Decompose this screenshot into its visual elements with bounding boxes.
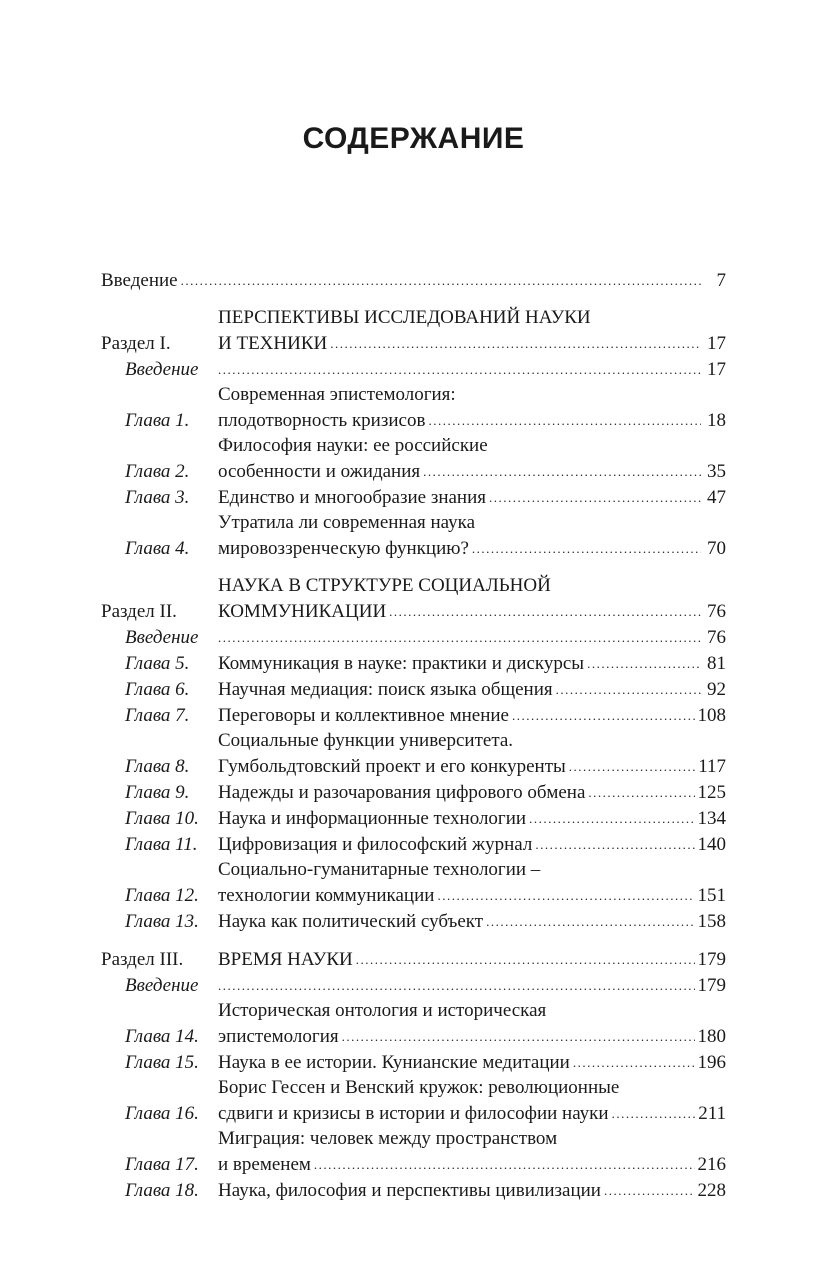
chapter-1[interactable] bbox=[101, 382, 726, 433]
chapter-10[interactable] bbox=[101, 805, 726, 831]
chapter-label: Глава 1. bbox=[125, 410, 190, 431]
chapter-18[interactable] bbox=[101, 1177, 726, 1203]
page-number: 151 bbox=[697, 885, 726, 906]
page-number: 180 bbox=[697, 1026, 726, 1047]
dot-leader bbox=[512, 702, 695, 728]
chapter-3[interactable] bbox=[101, 484, 726, 510]
dot-leader bbox=[428, 407, 701, 433]
dot-leader bbox=[437, 882, 694, 908]
toc-intro-label: Введение bbox=[101, 270, 178, 291]
chapter-title-line: Коммуникация в науке: практики и дискурсы bbox=[218, 653, 585, 674]
chapter-title-line: Цифровизация и философский журнал bbox=[218, 834, 533, 855]
chapter-11[interactable] bbox=[101, 831, 726, 857]
chapter-title-line: эпистемология bbox=[218, 1026, 339, 1047]
chapter-2[interactable] bbox=[101, 433, 726, 484]
page-number: 35 bbox=[707, 461, 726, 482]
section-1-intro[interactable] bbox=[101, 356, 726, 382]
chapter-label: Глава 8. bbox=[125, 756, 190, 777]
chapter-title-line: и временем bbox=[218, 1154, 311, 1175]
chapter-label: Глава 11. bbox=[125, 834, 198, 855]
chapter-title-line: Надежды и разочарования цифрового обмена bbox=[218, 782, 586, 803]
chapter-8[interactable] bbox=[101, 728, 726, 779]
page-title: СОДЕРЖАНИЕ bbox=[302, 122, 525, 155]
chapter-title-line: Единство и многообразие знания bbox=[218, 487, 487, 508]
chapter-label: Глава 18. bbox=[125, 1180, 199, 1201]
dot-leader bbox=[529, 805, 694, 831]
chapter-6[interactable] bbox=[101, 676, 726, 702]
chapter-label: Глава 4. bbox=[125, 538, 190, 559]
chapter-12[interactable] bbox=[101, 857, 726, 908]
chapter-label: Глава 15. bbox=[125, 1052, 199, 1073]
chapter-label: Глава 12. bbox=[125, 885, 199, 906]
chapter-13[interactable] bbox=[101, 908, 726, 934]
chapter-title-line: Миграция: человек между пространством bbox=[218, 1128, 558, 1149]
dot-leader bbox=[587, 650, 701, 676]
chapter-label: Глава 9. bbox=[125, 782, 190, 803]
dot-leader bbox=[569, 753, 695, 779]
dot-leader bbox=[389, 598, 701, 624]
section-label: Раздел I. bbox=[101, 333, 171, 354]
chapter-label: Глава 5. bbox=[125, 653, 190, 674]
section-title-line: ПЕРСПЕКТИВЫ ИССЛЕДОВАНИЙ НАУКИ bbox=[218, 307, 591, 328]
page-number: 158 bbox=[697, 911, 726, 932]
dot-leader bbox=[612, 1100, 696, 1126]
section-title-line: ВРЕМЯ НАУКИ bbox=[218, 949, 353, 970]
section-title-line: И ТЕХНИКИ bbox=[218, 333, 328, 354]
chapter-label: Глава 2. bbox=[125, 461, 190, 482]
dot-leader bbox=[535, 831, 694, 857]
table-of-contents bbox=[101, 267, 726, 1203]
section-1-heading[interactable] bbox=[101, 305, 726, 356]
chapter-title-line: особенности и ожидания bbox=[218, 461, 421, 482]
page-number: 18 bbox=[707, 410, 726, 431]
dot-leader bbox=[342, 1023, 695, 1049]
dot-leader bbox=[588, 779, 694, 805]
chapter-title-line: Современная эпистемология: bbox=[218, 384, 456, 405]
dot-leader bbox=[330, 330, 701, 356]
dot-leader bbox=[356, 946, 695, 972]
page-number: 7 bbox=[716, 270, 726, 291]
chapter-title-line: Историческая онтология и историческая bbox=[218, 1000, 547, 1021]
dot-leader bbox=[556, 676, 701, 702]
page-number: 134 bbox=[697, 808, 726, 829]
dot-leader bbox=[489, 484, 701, 510]
chapter-title-line: Гумбольдтовский проект и его конкуренты bbox=[218, 756, 566, 777]
chapter-label: Глава 13. bbox=[125, 911, 199, 932]
chapter-label: Глава 14. bbox=[125, 1026, 199, 1047]
chapter-label: Глава 3. bbox=[125, 487, 190, 508]
chapter-title-line: Наука, философия и перспективы цивилизации bbox=[218, 1180, 601, 1201]
chapter-title-line: Утратила ли современная наука bbox=[218, 512, 476, 533]
page-number: 17 bbox=[707, 359, 726, 380]
chapter-15[interactable] bbox=[101, 1049, 726, 1075]
page-number: 216 bbox=[697, 1154, 726, 1175]
chapter-17[interactable] bbox=[101, 1126, 726, 1177]
chapter-label: Глава 16. bbox=[125, 1103, 199, 1124]
chapter-title-line: сдвиги и кризисы в истории и философии науки bbox=[218, 1103, 609, 1124]
toc-intro-entry[interactable] bbox=[101, 267, 726, 293]
section-2-intro[interactable] bbox=[101, 624, 726, 650]
chapter-title-line: Наука как политический субъект bbox=[218, 911, 484, 932]
chapter-label: Глава 7. bbox=[125, 705, 190, 726]
chapter-label: Глава 17. bbox=[125, 1154, 199, 1175]
page-number: 117 bbox=[698, 756, 726, 777]
chapter-title-line: мировоззренческую функцию? bbox=[218, 538, 469, 559]
section-label: Раздел III. bbox=[101, 949, 184, 970]
dot-leader bbox=[314, 1151, 695, 1177]
section-title-line: НАУКА В СТРУКТУРЕ СОЦИАЛЬНОЙ bbox=[218, 575, 551, 596]
page-number: 70 bbox=[707, 538, 726, 559]
page-number: 47 bbox=[707, 487, 726, 508]
dot-leader bbox=[218, 972, 695, 998]
chapter-9[interactable] bbox=[101, 779, 726, 805]
dot-leader bbox=[218, 356, 701, 382]
chapter-title-line: Социально-гуманитарные технологии – bbox=[218, 859, 541, 880]
page-number: 92 bbox=[707, 679, 726, 700]
chapter-4[interactable] bbox=[101, 510, 726, 561]
section-3-intro[interactable] bbox=[101, 972, 726, 998]
chapter-16[interactable] bbox=[101, 1075, 726, 1126]
page-number: 76 bbox=[707, 627, 726, 648]
intro-label: Введение bbox=[125, 627, 199, 648]
intro-label: Введение bbox=[125, 359, 199, 380]
page-number: 140 bbox=[697, 834, 726, 855]
dot-leader bbox=[181, 267, 701, 293]
dot-leader bbox=[218, 624, 701, 650]
chapter-title-line: Философия науки: ее российские bbox=[218, 435, 488, 456]
chapter-5[interactable] bbox=[101, 650, 726, 676]
chapter-title-line: технологии коммуникации bbox=[218, 885, 435, 906]
section-title-line: КОММУНИКАЦИИ bbox=[218, 601, 387, 622]
chapter-title-line: Социальные функции университета. bbox=[218, 730, 514, 751]
dot-leader bbox=[472, 535, 701, 561]
intro-label: Введение bbox=[125, 975, 199, 996]
page-number: 179 bbox=[697, 975, 726, 996]
page-number: 81 bbox=[707, 653, 726, 674]
page-number: 196 bbox=[697, 1052, 726, 1073]
chapter-title-line: плодотворность кризисов bbox=[218, 410, 426, 431]
dot-leader bbox=[604, 1177, 695, 1203]
dot-leader bbox=[486, 908, 694, 934]
chapter-label: Глава 10. bbox=[125, 808, 199, 829]
chapter-label: Глава 6. bbox=[125, 679, 190, 700]
chapter-title-line: Борис Гессен и Венский кружок: революционные bbox=[218, 1077, 620, 1098]
page-number: 76 bbox=[707, 601, 726, 622]
dot-leader bbox=[423, 458, 701, 484]
chapter-title-line: Наука в ее истории. Кунианские медитации bbox=[218, 1052, 570, 1073]
page-number: 228 bbox=[697, 1180, 726, 1201]
section-label: Раздел II. bbox=[101, 601, 177, 622]
chapter-title-line: Наука и информационные технологии bbox=[218, 808, 527, 829]
chapter-7[interactable] bbox=[101, 702, 726, 728]
section-3-heading[interactable] bbox=[101, 946, 726, 972]
chapter-title-line: Переговоры и коллективное мнение bbox=[218, 705, 509, 726]
chapter-14[interactable] bbox=[101, 998, 726, 1049]
page-number: 211 bbox=[698, 1103, 726, 1124]
dot-leader bbox=[573, 1049, 695, 1075]
section-2-heading[interactable] bbox=[101, 573, 726, 624]
page-number: 17 bbox=[707, 333, 726, 354]
page-number: 125 bbox=[697, 782, 726, 803]
chapter-title-line: Научная медиация: поиск языка общения bbox=[218, 679, 553, 700]
page-number: 108 bbox=[697, 705, 726, 726]
page-number: 179 bbox=[697, 949, 726, 970]
